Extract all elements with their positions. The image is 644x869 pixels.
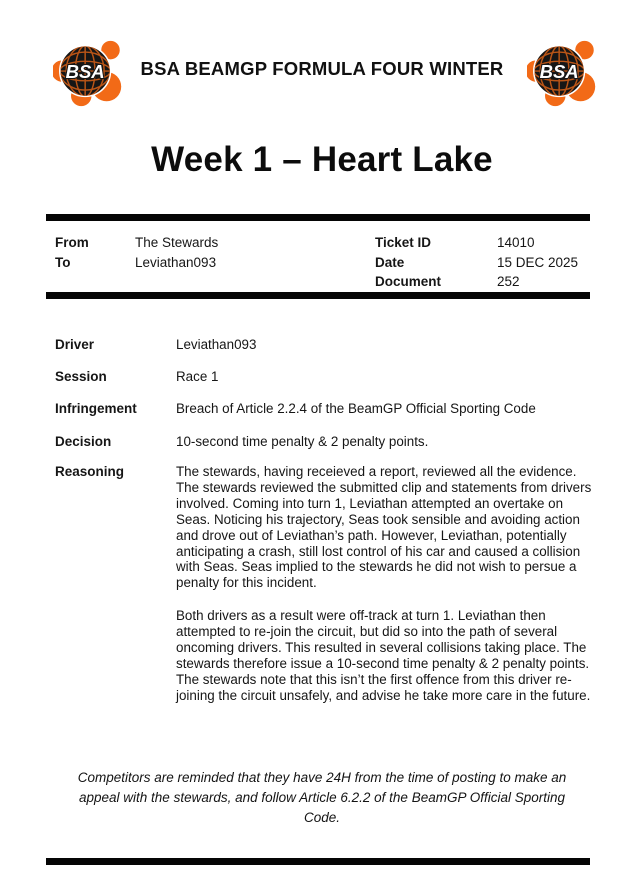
meta-labels-from-to	[55, 233, 89, 272]
meta-values-ticket	[497, 233, 578, 292]
field-value-driver: Leviathan093	[176, 337, 257, 352]
field-value-reasoning	[176, 464, 595, 704]
divider-bottom	[46, 858, 590, 865]
bsa-logo-text: BSA	[65, 60, 105, 82]
series-title: BSA BEAMGP FORMULA FOUR WINTER	[140, 58, 504, 79]
reasoning-paragraph-2: Both drivers as a result were off-track at turn 1. Leviathan then attempted to re-join the circuit, but did so into the path of several oncoming drivers. This resulted in several collisions taking place. The stewards therefore issue a 10-second time penalty & 2 penalty points. The stewards note that this isn’t the first offence from this driver re-joining the circuit unsafely, and advise he take more care in the future.	[176, 608, 591, 703]
divider-middle	[46, 292, 590, 299]
meta-label-document: Document	[375, 274, 442, 289]
field-label-infringement: Infringement	[55, 401, 137, 416]
meta-value-from: The Stewards	[135, 235, 219, 250]
divider-top	[46, 214, 590, 221]
field-label-reasoning: Reasoning	[55, 464, 125, 479]
meta-label-date: Date	[375, 254, 405, 270]
meta-value-to: Leviathan093	[135, 254, 217, 270]
page-title: Week 1 – Heart Lake	[151, 140, 493, 179]
bsa-logo-text: BSA	[539, 60, 579, 82]
meta-labels-ticket	[375, 233, 441, 292]
field-label-driver: Driver	[55, 337, 95, 352]
field-label-decision: Decision	[55, 434, 112, 449]
field-value-session: Race 1	[176, 369, 219, 384]
field-label-session: Session	[55, 369, 107, 384]
field-value-infringement: Breach of Article 2.2.4 of the BeamGP Official Sporting Code	[176, 401, 536, 416]
meta-label-to: To	[55, 254, 71, 270]
meta-value-date: 15 DEC 2025	[497, 254, 579, 270]
meta-values-from-to	[135, 233, 218, 272]
appeal-notice: Competitors are reminded that they have 24H from the time of posting to make an appeal with the stewards, and follow Article 6.2.2 of the BeamGP Official Sporting Code.	[77, 770, 567, 825]
meta-value-ticket-id: 14010	[497, 235, 535, 250]
reasoning-paragraph-1: The stewards, having receieved a report, reviewed all the evidence. The stewards reviewed the submitted clip and statements from drivers involved. Coming into turn 1, Leviathan attempted an overtake on Seas. Noticing his trajectory, Seas took sensible and avoiding action and drove out of Leviathan’s path. However, Leviathan, potentially anticipating a crash, still lost control of his car and caused a collision with Seas. Seas implied to the stewards he did not wish to persue a penalty for this incident.	[176, 464, 592, 591]
meta-label-from: From	[55, 235, 89, 250]
field-value-decision: 10-second time penalty & 2 penalty points.	[176, 434, 429, 449]
meta-label-ticket-id: Ticket ID	[375, 235, 432, 250]
meta-value-document: 252	[497, 274, 520, 289]
